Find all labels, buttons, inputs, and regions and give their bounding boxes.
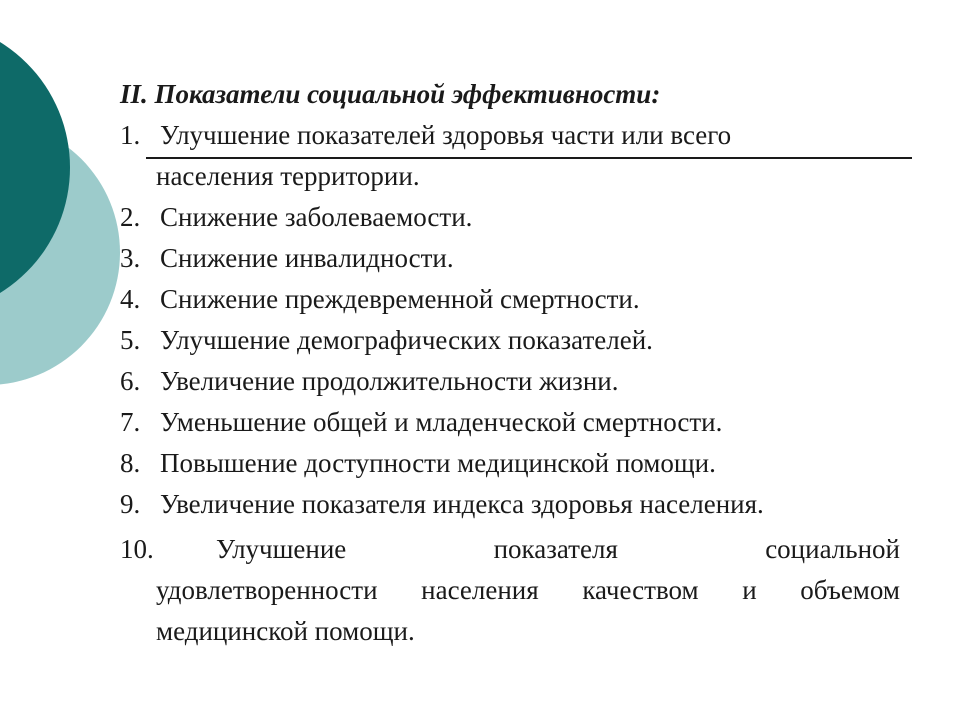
item-text-line-2: населения территории. (156, 161, 420, 191)
item-text: Повышение доступности медицинской помощи. (160, 448, 716, 478)
item-text: Увеличение продолжительности жизни. (160, 366, 619, 396)
list-item-3 (120, 238, 900, 279)
item-text: Улучшение демографических показателей. (160, 325, 653, 355)
item-text-line-2 (156, 570, 900, 611)
list-item-7 (120, 402, 900, 443)
item-number: 9. (120, 489, 141, 519)
item-number: 6. (120, 366, 141, 396)
item-number: 10. (120, 534, 154, 564)
item-number: 8. (120, 448, 141, 478)
list-item-5 (120, 320, 900, 361)
item-word: объемом (800, 575, 900, 605)
item-word: населения (421, 575, 539, 605)
item-text: Снижение заболеваемости. (160, 202, 473, 232)
slide-heading: II. Показатели социальной эффективности: (120, 79, 661, 109)
list-item-2 (120, 197, 900, 238)
list-item-6 (120, 361, 900, 402)
slide-content (120, 74, 900, 652)
item-text: Уменьшение общей и младенческой смертности. (160, 407, 723, 437)
list-item-8 (120, 443, 900, 484)
item-word: социальной (765, 534, 900, 564)
item-text-line-3: медицинской помощи. (156, 616, 415, 646)
list-item-10 (120, 529, 900, 652)
item-number: 2. (120, 202, 141, 232)
item-text-line-1 (216, 529, 900, 570)
list-item-1 (120, 115, 900, 197)
item-text: Снижение инвалидности. (160, 243, 454, 273)
list-item-9 (120, 484, 900, 525)
item-text: Снижение преждевременной смертности. (160, 284, 640, 314)
item-text-line-1: Улучшение показателей здоровья части или всего (160, 120, 732, 150)
item-number: 7. (120, 407, 141, 437)
item-number: 4. (120, 284, 141, 314)
item-word: качеством (582, 575, 699, 605)
item-number: 5. (120, 325, 141, 355)
list-item-4 (120, 279, 900, 320)
item-text: Увеличение показателя индекса здоровья населения. (160, 489, 764, 519)
item-word: Улучшение (216, 534, 347, 564)
item-number: 3. (120, 243, 141, 273)
item-word: показателя (493, 534, 618, 564)
item-word: удовлетворенности (156, 575, 378, 605)
item-number: 1. (120, 120, 141, 150)
item-word: и (742, 575, 757, 605)
